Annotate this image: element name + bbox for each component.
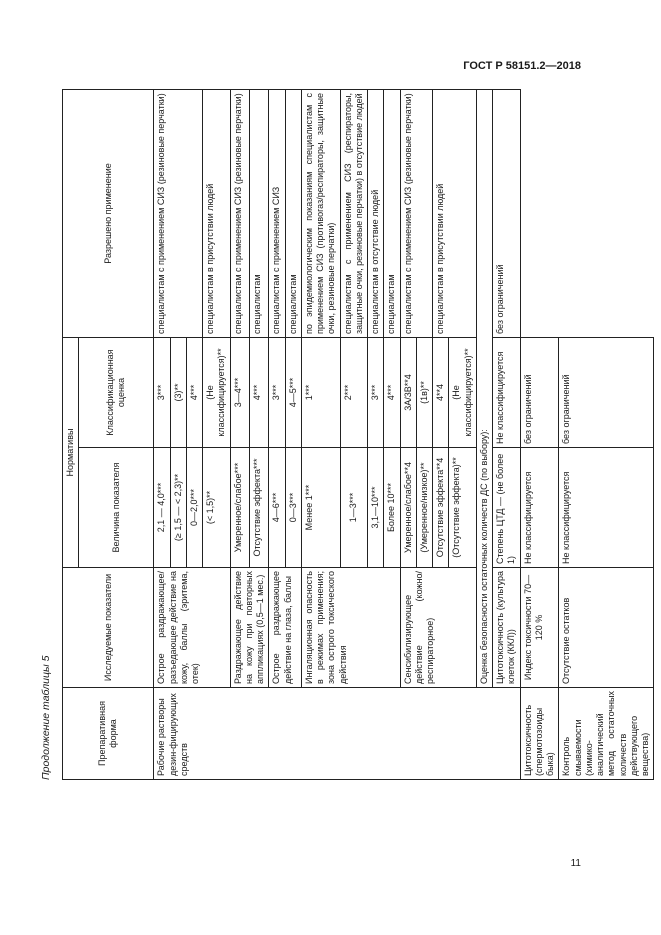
class-cell: 4**4 (433, 338, 449, 448)
header-use: Разрешено применение (63, 90, 154, 338)
use-cell: без ограничений (493, 90, 521, 338)
value-cell: Менее 1*** (301, 448, 340, 568)
class-cell: (Не классифицируется)** (449, 338, 477, 448)
standard-header: ГОСТ Р 58151.2—2018 (463, 60, 581, 72)
class-cell: (1в)** (416, 338, 432, 448)
class-cell: 3А/3В**4 (400, 338, 416, 448)
indicator-cell: Ингаляционная опасность в режимах применения; зона острого токсического действия (301, 568, 400, 688)
class-cell: Не классифицируется (559, 448, 654, 568)
table-row (476, 90, 492, 780)
header-indicator: Исследуемые показатели (63, 568, 154, 688)
indicator-cell: Контроль смываемости (химико-аналитический метод остаточных количеств действующего вещества) (559, 688, 654, 780)
table-row (230, 90, 249, 780)
class-cell: Не классифицируется (493, 338, 521, 448)
class-cell: (Не классифицируется)** (203, 338, 231, 448)
indicator-cell: Цитотоксичность (спермотозоиды быка) (520, 688, 559, 780)
value-cell: 0—2,0*** (186, 448, 202, 568)
indicator-cell: Сенсибилизирующее действие (кожно/респираторное) (400, 568, 476, 688)
use-cell: без ограничений (559, 338, 654, 448)
table-row (559, 90, 654, 780)
table-row (400, 90, 416, 780)
value-cell: Умеренное/слабое*** (230, 448, 249, 568)
use-cell: специалистам в присутствии людей (433, 90, 477, 338)
continuation-caption: Продолжение таблицы 5 (40, 655, 52, 780)
value-cell: (< 1,5)** (203, 448, 231, 568)
class-cell: 3*** (269, 338, 285, 448)
use-cell: специалистам с применением СИЗ (резиновые перчатки) (154, 90, 203, 338)
value-cell: (Умеренное/низкое)** (416, 448, 432, 568)
requirements-table (62, 89, 654, 780)
use-cell: специалистам (249, 90, 268, 338)
use-cell: специалистам (285, 90, 301, 338)
value-cell: 4—6*** (269, 448, 285, 568)
value-cell: 2,1 — 4,0*** (154, 448, 170, 568)
value-cell: Умеренное/слабое**4 (400, 448, 416, 568)
header-value: Величина показателя (79, 448, 154, 568)
use-cell: специалистам с применением СИЗ (резиновые перчатки) (230, 90, 249, 338)
use-cell: специалистам в отсутствие людей (368, 90, 384, 338)
class-cell: Не классифицируется (520, 448, 559, 568)
value-cell: 3,1—10*** (368, 448, 384, 568)
class-cell: 3*** (368, 338, 384, 448)
use-cell: специалистам с применением СИЗ (269, 90, 285, 338)
indicator-cell: Раздражающее действие на кожу при повторных аппликациях (0,5—1 мес.) (230, 568, 269, 688)
class-cell: 2*** (340, 338, 368, 448)
indicator-cell: Цитотоксичность (культура клеток (ККЛ)) (493, 568, 521, 688)
value-cell: Индекс токсичности 70—120 % (520, 568, 559, 688)
indicator-cell: Острое раздражающее/ разъедающее действие на кожу, баллы (эритема, отек) (154, 568, 230, 688)
use-cell: специалистам с применением СИЗ (респираторы, защитные очки, резиновые перчатки) в отсутствие людей (340, 90, 368, 338)
value-cell: Отсутствие эффекта*** (249, 448, 268, 568)
value-cell: Отсутствие остатков (559, 568, 654, 688)
class-cell: (3)** (170, 338, 186, 448)
table-row (493, 90, 521, 780)
class-cell: 1*** (301, 338, 340, 448)
header-class: Классификационная оценка (79, 338, 154, 448)
class-cell: 4*** (249, 338, 268, 448)
table-row (269, 90, 285, 780)
table-row (154, 90, 170, 780)
table-row (520, 90, 559, 780)
table-header-row (63, 90, 79, 780)
use-cell: по эпидемиологическим показаниям специалистам с применением СИЗ (противогаз/респираторы, защитные очки, резиновые перчатки) (301, 90, 340, 338)
use-cell: специалистам с применением СИЗ (резиновые перчатки) (400, 90, 433, 338)
header-form: Препаративная форма (63, 688, 154, 780)
class-cell: 4—5*** (285, 338, 301, 448)
class-cell: 3—4*** (230, 338, 249, 448)
rotated-table-page (40, 93, 650, 780)
value-cell: Более 10*** (384, 448, 400, 568)
value-cell: 0—3*** (285, 448, 301, 568)
page-number: 11 (570, 858, 581, 869)
class-cell: 4*** (384, 338, 400, 448)
value-cell: (Отсутствие эффекта)** (449, 448, 477, 568)
value-cell: Степень ЦТД — (не более 1) (493, 448, 521, 568)
use-cell: специалистам (384, 90, 400, 338)
value-cell: 1—3*** (340, 448, 368, 568)
class-cell: 4*** (186, 338, 202, 448)
form-cell: Рабочие растворы дезин-фицирующих средств (154, 688, 520, 780)
class-cell: 3*** (154, 338, 170, 448)
indicator-cell: Острое раздражающее действие на глаза, баллы (269, 568, 302, 688)
header-norms: Нормативы (63, 338, 79, 568)
value-cell: Отсутствие эффекта**4 (433, 448, 449, 568)
safety-header-cell: Оценка безопасности остаточных количеств ДС (по выбору): (476, 90, 492, 688)
use-cell: специалистам в присутствии людей (203, 90, 231, 338)
value-cell: (≥ 1,5 — < 2,3)** (170, 448, 186, 568)
table-row (301, 90, 340, 780)
use-cell: без ограничений (520, 338, 559, 448)
